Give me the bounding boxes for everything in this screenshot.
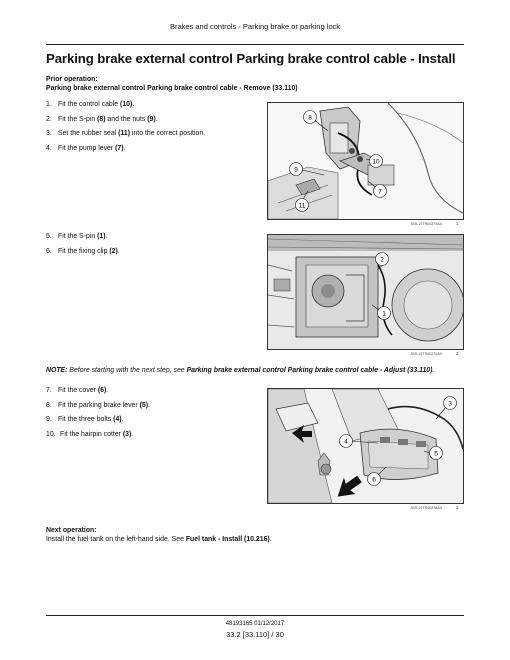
figure-callout: 9 xyxy=(294,166,298,174)
figure-callout: 10 xyxy=(372,158,380,166)
prior-operation-link[interactable]: Parking brake external control Parking brake control cable - Remove (33.110) xyxy=(46,85,298,92)
running-header: Brakes and controls - Parking brake or parking lock xyxy=(169,22,341,31)
note-link[interactable]: Parking brake external control Parking brake control cable - Adjust (33.110) xyxy=(186,367,433,374)
figure-2-image xyxy=(267,234,464,350)
step-item: 6. Fit the fixing clip (2). xyxy=(46,247,120,255)
figure-1-ref: SVIL19TR00279AA xyxy=(410,222,442,226)
figure-callout: 5 xyxy=(434,450,438,458)
page-title: Parking brake external control Parking brake control cable - Install xyxy=(46,51,456,66)
figure-callout: 8 xyxy=(308,114,312,122)
step-item: 9. Fit the three bolts (4). xyxy=(46,416,124,423)
figure-3-image xyxy=(267,388,464,504)
figure-3-ref: SVIL19TR00278AA xyxy=(410,506,442,510)
next-operation-label: Next operation: xyxy=(46,527,97,534)
figure-callout: 1 xyxy=(382,310,386,318)
steps-group-a xyxy=(46,101,205,159)
title-rule xyxy=(46,44,464,45)
next-operation-text: Install the fuel tank on the left-hand side. See Fuel tank - Install (10.216). xyxy=(46,536,272,543)
figure-callout: 2 xyxy=(380,256,384,264)
steps-group-b xyxy=(46,233,120,262)
step-item: 2. Fit the S-pin (8) and the nuts (9). xyxy=(46,115,158,123)
figure-3-number: 3 xyxy=(456,505,459,510)
step-item: 4. Fit the pump lever (7). xyxy=(46,144,126,152)
figure-callout: 3 xyxy=(448,400,452,408)
steps-group-c xyxy=(46,387,150,445)
step-item: 5. Fit the S-pin (1). xyxy=(46,233,108,240)
prior-operation-label: Prior operation: xyxy=(46,76,98,83)
figure-callout: 6 xyxy=(372,476,376,484)
figure-2-ref: SVIL19TR00274AA xyxy=(410,352,442,356)
step-item: 1. Fit the control cable (10). xyxy=(46,101,135,108)
footer-page-number: 33.2 [33.110] / 30 xyxy=(226,630,284,639)
footer-code: 48193165 01/12/2017 xyxy=(225,621,285,627)
step-item: 8. Fit the parking brake lever (5). xyxy=(46,401,150,409)
next-operation-link[interactable]: Fuel tank - Install (10.216) xyxy=(185,536,270,543)
step-item: 10. Fit the hairpin cotter (3). xyxy=(46,430,134,438)
note: NOTE: Before starting with the next step, see Parking brake external control Parking brake control cable - Adjust (33.110). xyxy=(46,367,435,374)
figure-2-number: 2 xyxy=(456,351,459,356)
figure-callout: 4 xyxy=(344,438,348,446)
step-item: 7. Fit the cover (6). xyxy=(46,387,109,394)
figure-1-image xyxy=(267,102,464,220)
footer-rule xyxy=(46,615,464,616)
figure-1-number: 1 xyxy=(456,221,459,226)
figure-callout: 11 xyxy=(298,202,306,210)
step-item: 3. Set the rubber seal (11) into the correct position. xyxy=(46,130,206,137)
figure-callout: 7 xyxy=(378,188,382,196)
